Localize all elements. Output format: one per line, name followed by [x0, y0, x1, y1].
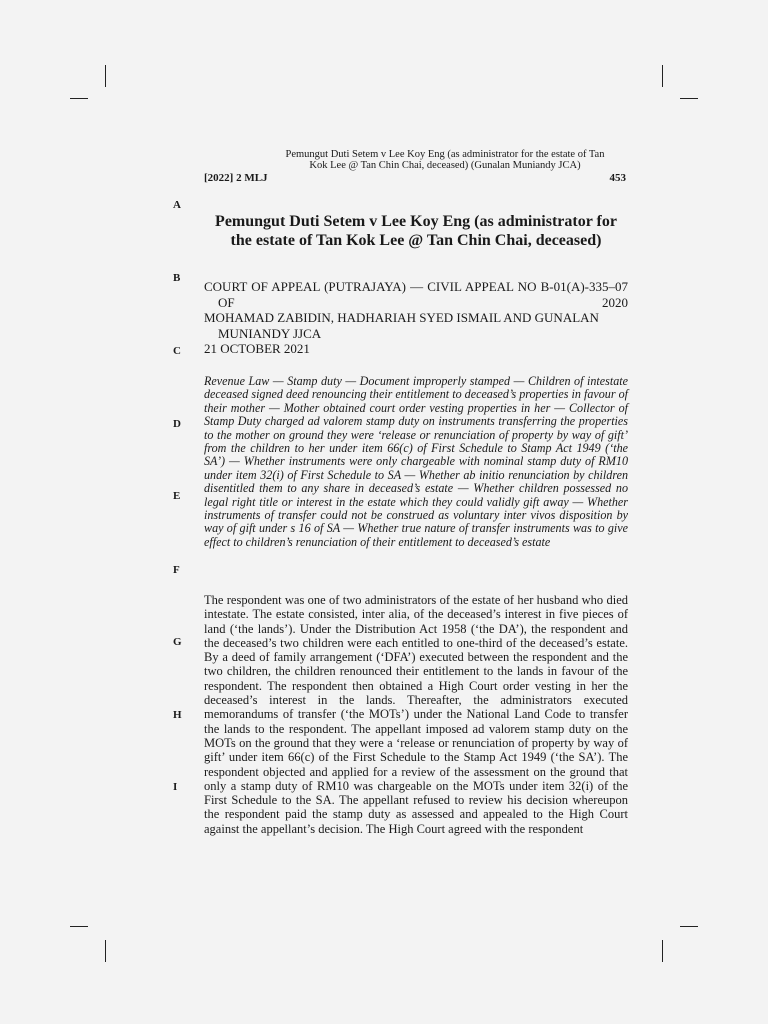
headnote-paragraph: The respondent was one of two administrators of the estate of her husband who died intestate. The estate consisted, inter alia, of the deceased’s interest in five pieces of land (‘the lands’). Under the Distribution Act 1958 (‘the DA’), the respondent and the deceased’s two children were each entitled to one-third of the deceased’s estate. By a deed of family arrangement (‘DFA’) executed between the respondent and the two children, the children renounced their entitlement to the lands in favour of the respondent. The respondent then obtained a High Court order vesting in her the deceased’s interest in the lands. Thereafter, the administrators executed memorandums of transfer (‘the MOTs’) under the National Land Code to transfer the lands to the respondent. The appellant imposed ad valorem stamp duty on the MOTs on the ground that they were a ‘release or renunciation of property by way of gift’ under item 66(c) of the First Schedule to the Stamp Act 1949 (‘the SA’). The respondent objected and applied for a review of the assessment on the ground that only a stamp duty of RM10 was chargeable on the MOTs under item 32(i) of the First Schedule to the SA. The appellant refused to review his decision whereupon the respondent paid the stamp duty as assessed and appealed to the High Court against the appellant’s decision. The High Court agreed with the respondent: [204, 593, 628, 836]
margin-letter: I: [173, 781, 178, 793]
margin-letter: B: [173, 272, 181, 284]
crop-mark: [70, 926, 88, 927]
margin-letter: C: [173, 345, 181, 357]
crop-mark: [662, 940, 663, 962]
crop-mark: [680, 926, 698, 927]
margin-letter: E: [173, 490, 181, 502]
catchwords: Revenue Law — Stamp duty — Document improperly stamped — Children of intestate deceased signed deed renouncing their entitlement to deceased’s properties in favour of their mother — Mother obtained court order vesting properties in her — Collector of Stamp Duty charged ad valorem stamp duty on instruments transferring the properties to the mother on ground they were ‘release or renunciation of property by way of gift’ from the children to her under item 66(c) of First Schedule to Stamp Act 1949 (‘the SA’) — Whether instruments were only chargeable with nominal stamp duty of RM10 under item 32(i) of First Schedule to SA — Whether ab initio renunciation by children disentitled them to any share in deceased’s estate — Whether children possessed no legal right title or interest in the estate which they could validly gift away — Whether instruments of transfer could not be construed as voluntary inter vivos disposition by way of gift under s 16 of SA — Whether true nature of transfer instruments was to give effect to children’s renunciation of their entitlement to deceased’s estate: [204, 374, 628, 549]
case-title: Pemungut Duti Setem v Lee Koy Eng (as administrator for the estate of Tan Kok Lee @ Tan Chin Chai, deceased): [215, 213, 617, 249]
court-line: COURT OF APPEAL (PUTRAJAYA) — CIVIL APPEAL NO B-01(A)-335–07 OF 2020: [204, 279, 628, 310]
running-head-citation: [2022] 2 MLJ: [204, 172, 268, 184]
crop-mark: [662, 65, 663, 87]
judges-line: MOHAMAD ZABIDIN, HADHARIAH SYED ISMAIL AND GUNALAN MUNIANDY JJCA: [204, 310, 599, 341]
margin-letter: D: [173, 418, 181, 430]
margin-letter: F: [173, 564, 180, 576]
crop-mark: [70, 98, 88, 99]
court-info: [204, 279, 628, 357]
crop-mark: [680, 98, 698, 99]
crop-mark: [105, 65, 106, 87]
page-number: 453: [609, 172, 626, 184]
judgment-date: 21 OCTOBER 2021: [204, 341, 310, 356]
margin-letter: G: [173, 636, 182, 648]
margin-letter: A: [173, 199, 181, 211]
margin-letter: H: [173, 709, 182, 721]
crop-mark: [105, 940, 106, 962]
running-head-title: Pemungut Duti Setem v Lee Koy Eng (as administrator for the estate of Tan Kok Lee @ Tan Chin Chai, deceased) (Gunalan Muniandy JCA): [285, 149, 605, 171]
